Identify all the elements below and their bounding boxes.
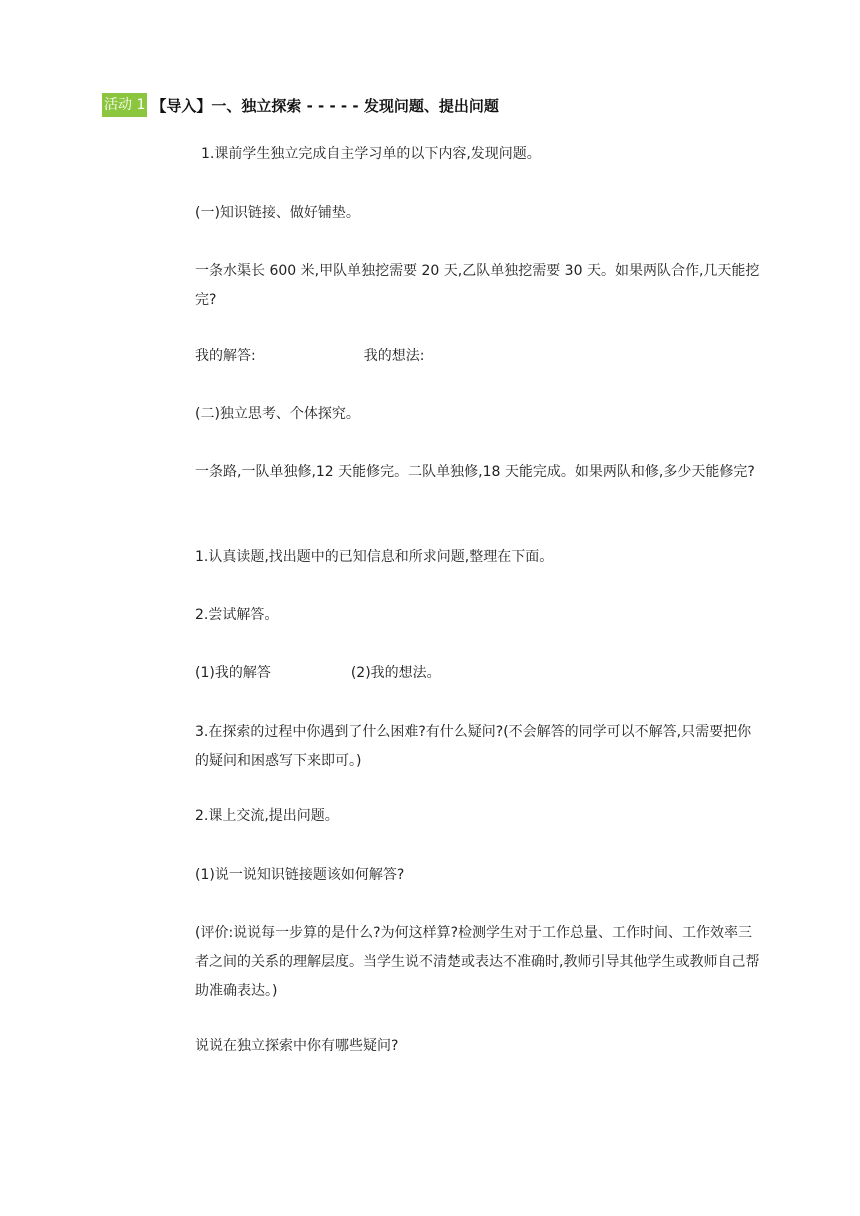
paragraph-canal-problem: 一条水渠长 600 米,甲队单独挖需要 20 天,乙队单独挖需要 30 天。如果两队合作,几天能挖完? <box>195 263 760 308</box>
paragraph-answer-thought-2 <box>195 659 765 688</box>
paragraph-link-question: (1)说一说知识链接题该如何解答? <box>195 867 405 883</box>
paragraph-questions: 说说在独立探索中你有哪些疑问? <box>195 1038 399 1054</box>
thought-label-2: (2)我的想法。 <box>350 665 441 681</box>
paragraph-step-3: 3.在探索的过程中你遇到了什么困难?有什么疑问?(不会解答的同学可以不解答,只需要把你的疑问和困惑写下来即可。) <box>195 724 752 769</box>
activity-title: 【导入】一、独立探索 - - - - - 发现问题、提出问题 <box>151 96 499 115</box>
answer-label-2: (1)我的解答 <box>195 665 271 681</box>
paragraph-step-2: 2.尝试解答。 <box>195 607 279 623</box>
paragraph-class-exchange: 2.课上交流,提出问题。 <box>195 808 339 824</box>
paragraph-section-one: (一)知识链接、做好铺垫。 <box>195 205 360 221</box>
paragraph-road-problem: 一条路,一队单独修,12 天能修完。二队单独修,18 天能完成。如果两队和修,多少天能修完? <box>195 464 755 480</box>
paragraph-evaluation: (评价:说说每一步算的是什么?为何这样算?检测学生对于工作总量、工作时间、工作效率三者之间的关系的理解层度。当学生说不清楚或表达不准确时,教师引导其他学生或教师自己帮助准确表达。) <box>195 925 760 999</box>
paragraph-answer-thought <box>195 342 765 371</box>
paragraph-step-1: 1.认真读题,找出题中的已知信息和所求问题,整理在下面。 <box>195 549 554 565</box>
activity-badge: 活动 1 <box>102 93 147 117</box>
activity-heading <box>102 92 499 118</box>
my-thought-label: 我的想法: <box>363 348 425 364</box>
paragraph-section-two: (二)独立思考、个体探究。 <box>195 406 360 422</box>
paragraph-self-study: 1.课前学生独立完成自主学习单的以下内容,发现问题。 <box>201 146 541 162</box>
my-answer-label: 我的解答: <box>195 348 256 364</box>
